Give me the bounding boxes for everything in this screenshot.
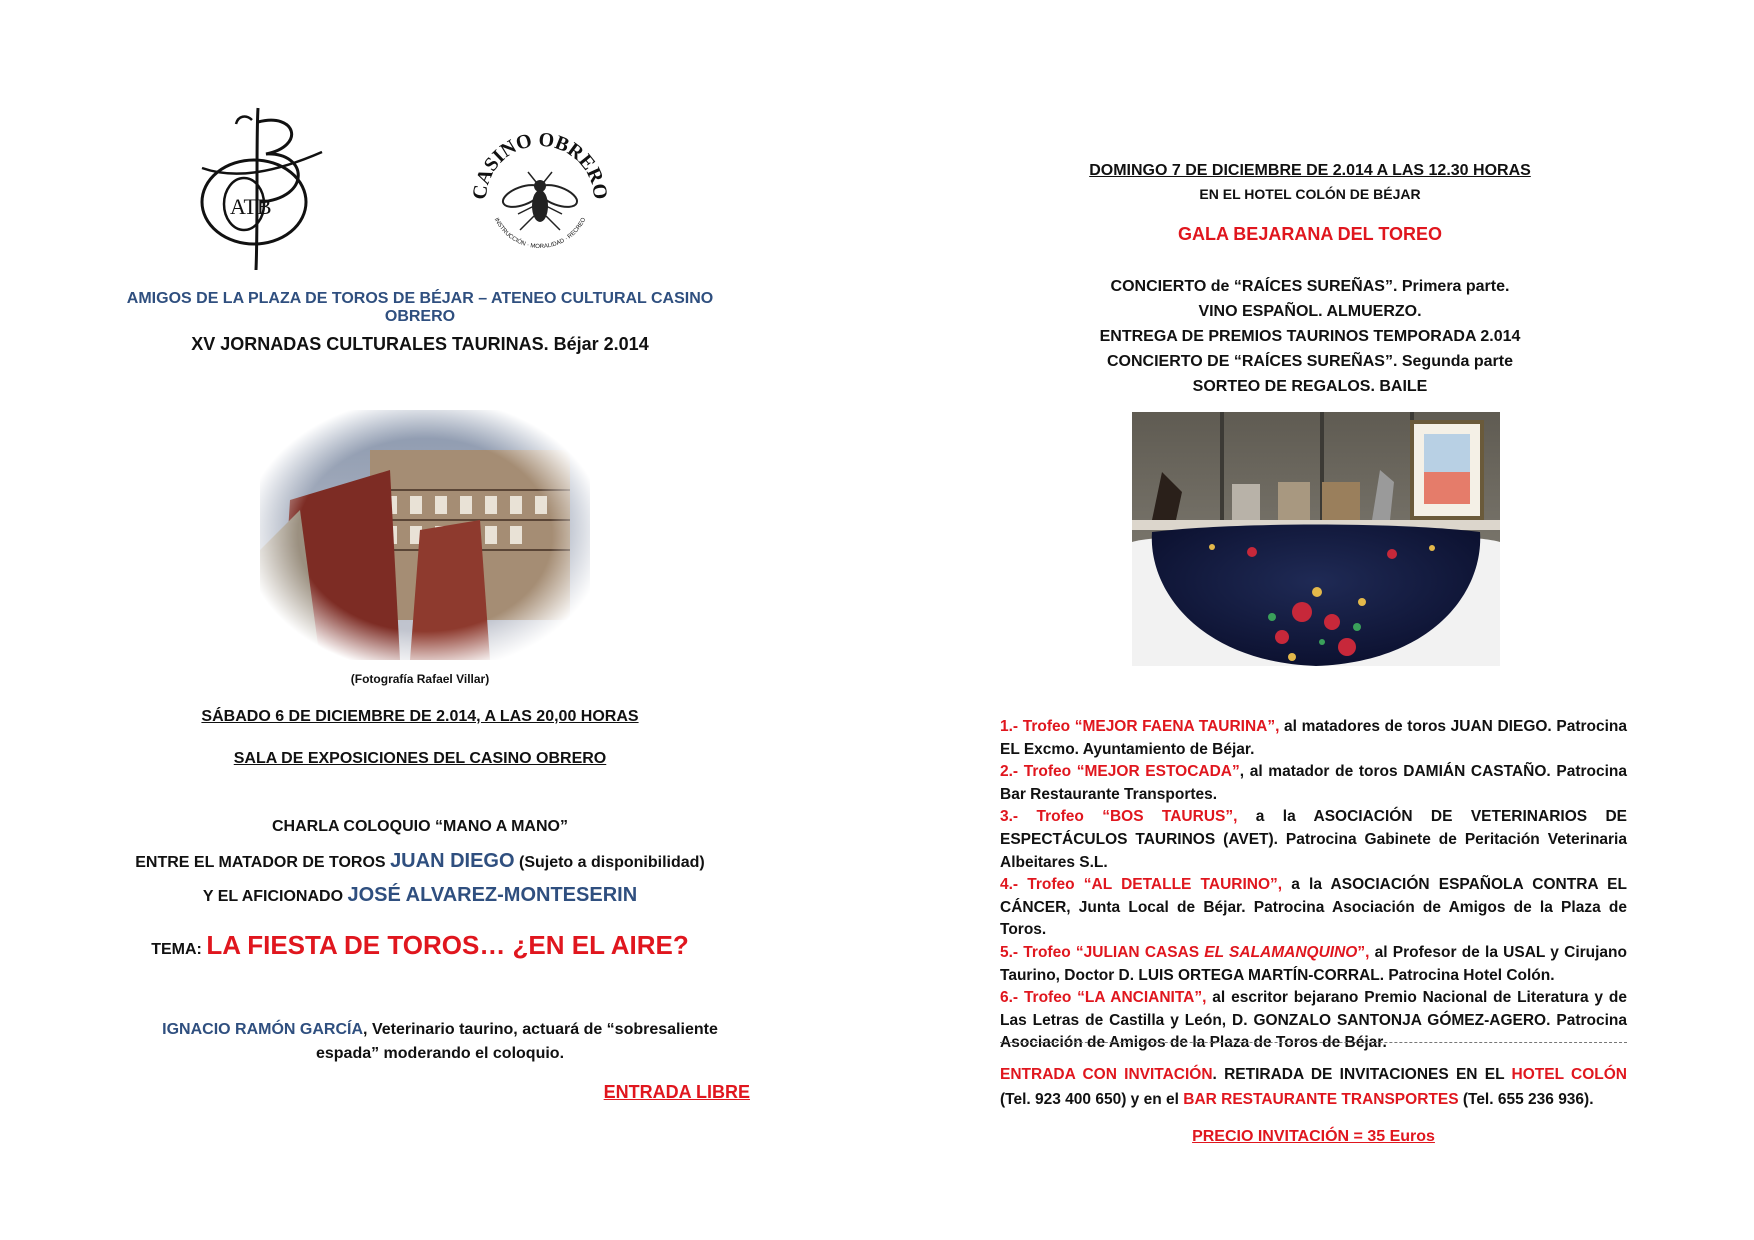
trophy-head: 5.- Trofeo “JULIAN CASAS [1000, 943, 1205, 961]
invitation-hotel: HOTEL COLÓN [1511, 1066, 1627, 1083]
talk-participants-line [100, 850, 740, 873]
trophy-body: al Profesor de la USAL y Cirujano Taurino, Doctor D. LUIS ORTEGA MARTÍN-CORRAL. Patrocina Hotel Colón. [1000, 943, 1627, 984]
invitation-entry: ENTRADA CON INVITACIÓN [1000, 1066, 1213, 1083]
trophy-item [1000, 761, 1627, 806]
series-title: XV JORNADAS CULTURALES TAURINAS. Béjar 2.014 [191, 334, 649, 354]
svg-text:ATB: ATB [230, 194, 272, 219]
gala-title: GALA BEJARANA DEL TOREO [1177, 224, 1443, 244]
trophies-list [1000, 716, 1627, 1055]
casino-obrero-logo [470, 126, 610, 266]
invitation-text: (Tel. 655 236 936). [1458, 1091, 1594, 1108]
trophy-item [1000, 806, 1627, 874]
trophy-head: 4.- Trofeo “AL DETALLE TAURINO”, [1000, 876, 1283, 894]
trophy-body: al matadores de toros JUAN DIEGO. Patrocina EL Excmo. Ayuntamiento de Béjar. [1000, 718, 1627, 758]
program-item: CONCIERTO DE “RAÍCES SUREÑAS”. Segunda parte [1107, 353, 1513, 370]
theme-label: TEMA: [151, 941, 202, 958]
trophy-item [1000, 987, 1627, 1055]
trophy-item [1000, 716, 1627, 761]
matador-note: (Sujeto a disponibilidad) [518, 854, 705, 871]
trophy-head: 6.- Trofeo “LA ANCIANITA”, [1000, 989, 1207, 1007]
invitation-bar: BAR RESTAURANTE TRANSPORTES [1183, 1091, 1459, 1108]
trophy-item [1000, 942, 1627, 987]
program-item: CONCIERTO de “RAÍCES SUREÑAS”. Primera parte. [1110, 278, 1510, 295]
invitation-price: PRECIO INVITACIÓN = 35 Euros [1192, 1128, 1435, 1145]
trophy-body: a la ASOCIACIÓN ESPAÑOLA CONTRA EL CÁNCER, Junta Local de Béjar. Patrocina Asociación de Amigos de la Plaza de Toros. [1000, 876, 1627, 939]
trophy-head: 2.- Trofeo “MEJOR ESTOCADA” [1000, 763, 1240, 781]
talk-between-text: ENTRE EL MATADOR DE TOROS [135, 854, 386, 871]
trophy-head-italic: EL SALAMANQUINO [1204, 943, 1358, 961]
moderator-description: , Veterinario taurino, actuará de “sobresaliente espada” moderando el coloquio. [315, 1021, 718, 1062]
gala-program [1000, 274, 1620, 399]
saturday-venue: SALA DE EXPOSICIONES DEL CASINO OBRERO [233, 750, 607, 767]
aficionado-line [150, 884, 690, 907]
divider-line [1000, 1042, 1627, 1043]
moderator-name: IGNACIO RAMÓN GARCÍA [162, 1021, 364, 1038]
program-item: ENTREGA DE PREMIOS TAURINOS TEMPORADA 2.014 [1099, 328, 1521, 345]
invitation-text: . RETIRADA DE INVITACIONES EN EL [1212, 1066, 1512, 1083]
invitation-info [1000, 1062, 1627, 1112]
trophy-body: , al matador de toros DAMIÁN CASTAÑO. Patrocina Bar Restaurante Transportes. [1000, 763, 1628, 803]
program-item: SORTEO DE REGALOS. BAILE [1192, 378, 1428, 395]
trophy-head: 3.- Trofeo “BOS TAURUS”, [1000, 808, 1238, 826]
sunday-venue: EN EL HOTEL COLÓN DE BÉJAR [1199, 186, 1421, 202]
sunday-date: DOMINGO 7 DE DICIEMBRE DE 2.014 A LAS 12.30 HORAS [1089, 162, 1531, 179]
organizers-line: AMIGOS DE LA PLAZA DE TOROS DE BÉJAR – ATENEO CULTURAL CASINO OBRERO [126, 290, 714, 325]
atb-logo [196, 102, 331, 274]
trophy-head: 1.- Trofeo “MEJOR FAENA TAURINA”, [1000, 718, 1280, 735]
invitation-text: (Tel. 923 400 650) y en el [1000, 1091, 1184, 1108]
free-entry-label: ENTRADA LIBRE [603, 1082, 750, 1102]
program-item: VINO ESPAÑOL. ALMUERZO. [1198, 303, 1422, 320]
talk-title: CHARLA COLOQUIO “MANO A MANO” [272, 818, 568, 835]
matador-name: JUAN DIEGO [390, 850, 515, 872]
svg-text:CASINO OBRERO: CASINO OBRERO [470, 128, 610, 201]
saturday-date: SÁBADO 6 DE DICIEMBRE DE 2.014, A LAS 20,00 HORAS [201, 708, 639, 725]
theme-value: LA FIESTA DE TOROS… ¿EN EL AIRE? [206, 930, 689, 960]
trophy-body: al escritor bejarano Premio Nacional de Literatura y de Las Letras de Castilla y León, D. GONZALO SANTONJA GÓMEZ-AGERO. Patrocina Asociación de Amigos de la Plaza de Toros de Béjar. [1000, 989, 1627, 1052]
moderator-text [150, 1018, 730, 1066]
trophy-body: a la ASOCIACIÓN DE VETERINARIOS DE ESPECTÁCULOS TAURINOS (AVET). Patrocina Gabinete de Peritación Veterinaria Albeitares S.L. [1000, 808, 1627, 871]
bullring-photo [260, 410, 590, 660]
aficionado-prefix: Y EL AFICIONADO [202, 888, 344, 905]
svg-text:INSTRUCCIÓN · MORALIDAD · RECR: INSTRUCCIÓN · MORALIDAD · RECREO [492, 217, 588, 251]
trophy-item [1000, 874, 1627, 942]
photo-credit: (Fotografía Rafael Villar) [350, 672, 490, 686]
aficionado-name: JOSÉ ALVAREZ-MONTESERIN [347, 884, 638, 906]
trophy-head-end: ”, [1357, 943, 1370, 961]
trophies-photo [1132, 412, 1500, 666]
talk-theme [100, 930, 740, 961]
